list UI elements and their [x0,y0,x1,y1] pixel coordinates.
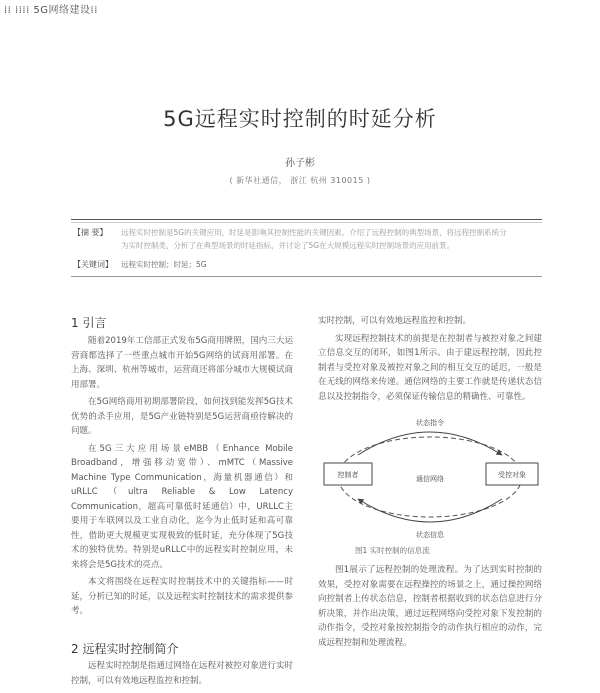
figure-label-bottom: 状态信息 [416,531,444,539]
section-1-heading: 1 引言 [71,316,107,330]
paragraph: 实时控制，可以有效地远程监控和控制。 [318,316,472,326]
paragraph: 实现远程控制技术的前提是在控制者与被控对象之间建立信息交互的闭环，如图1所示。由于建远程控制，因此控制者与受控对象及被控对象之间的相互交互的延迟，一般是在无线的网络来传递。通信网络的主要工作就是传递状态信息以及控制指令，必须保证传输信息的精确性、可靠性。 [318,333,542,402]
section-2-body [71,659,293,689]
figure-label-top: 状态指令 [416,419,444,427]
paragraph: 在5G网络商用初期部署阶段，如何找到能发挥5G技术优势的杀手应用，是5G产业链特别是5G运营商亟待解决的问题。 [71,397,293,436]
keywords-text: 远程实时控制；时延；5G [121,260,207,269]
paragraph: 在5G三大应用场景eMBB（Enhance Mobile Broadband，增强移动宽带）、mMTC（Massive Machine Type Communication，海量机器通信）和uRLLC（ultra Reliable & Low Latency Communication，超高可靠低时延通信）中，URLLC主要用于车联网以及工业自动化，迄今为止低时延和高可靠性，借助更大规模更实现极致的低时延，充分体现了5G技术的独特优势。特别是uRLLC中的远程实时控制应用，未来将会是5G技术的亮点。 [71,443,293,570]
abstract-top-rule [71,219,542,220]
right-column-intro [318,314,542,410]
paragraph: 本文将围绕在远程实时控制技术中的关键指标——时延，分析已知的时延，以及远程实时控制技术的需求提供参考。 [71,577,293,616]
running-header: ⁞⁞ ⁞⁞⁞⁞ 5G网络建设⁞⁞ [4,5,98,16]
abstract-line: 为实时控制类，分析了在典型场景的时延指标，并讨论了5G在大规模远程实时控制场景的应用前景。 [121,241,455,250]
paper-author: 孙子彬 [285,158,315,169]
abstract-label: 【摘 要】 [73,228,108,237]
figure-1-diagram [318,413,542,541]
figure-1-caption: 图1 实时控制的信息流 [355,546,430,555]
figure-label-controlled: 受控对象 [498,471,526,479]
paragraph: 远程实时控制是指通过网络在远程对被控对象进行实时控制，可以有效地远程监控和控制。 [71,661,293,686]
section-1-body [71,334,293,622]
right-column-after-figure [318,563,542,691]
keywords-label: 【关键词】 [73,260,113,269]
section-2-heading: 2 远程实时控制简介 [71,642,179,656]
paper-title: 5G远程实时控制的时延分析 [163,107,437,131]
abstract-text [121,226,541,252]
abstract-bottom-rule [71,276,542,277]
info-arrow-bottom [358,499,502,522]
abstract-line: 远程实时控制是5G的关键应用，时延是影响其控制性能的关键因素。介绍了远程控制的典型场景，将远程控制系统分 [121,228,507,237]
paragraph: 图1展示了远程控制的处理流程。为了达到实时控制的效果，受控对象需要在远程操控的场景之上，通过操控网络向控制者上传状态信息，控制者根据收到的状态信息进行分析决策，并作出决策，通过远程网络向受控对象下发控制的动作指令，受控对象按控制指令的动作执行相应的动作，完成远程控制和处理流程。 [318,565,542,648]
paragraph: 随着2019年工信部正式发布5G商用牌照，国内三大运营商都选择了一些重点城市开始5G网络的试商用部署。在上海、深圳、杭州等城市，运营商还将部分城市大规模试商用部署。 [71,336,293,390]
paper-affiliation: ( 新华社通信， 浙江 杭州 310015 ) [229,176,371,185]
abstract-top-rule-thin [71,222,542,223]
figure-label-network: 通信网络 [416,475,444,483]
status-arrow-top [358,432,502,455]
figure-label-controller: 控制者 [337,471,359,479]
